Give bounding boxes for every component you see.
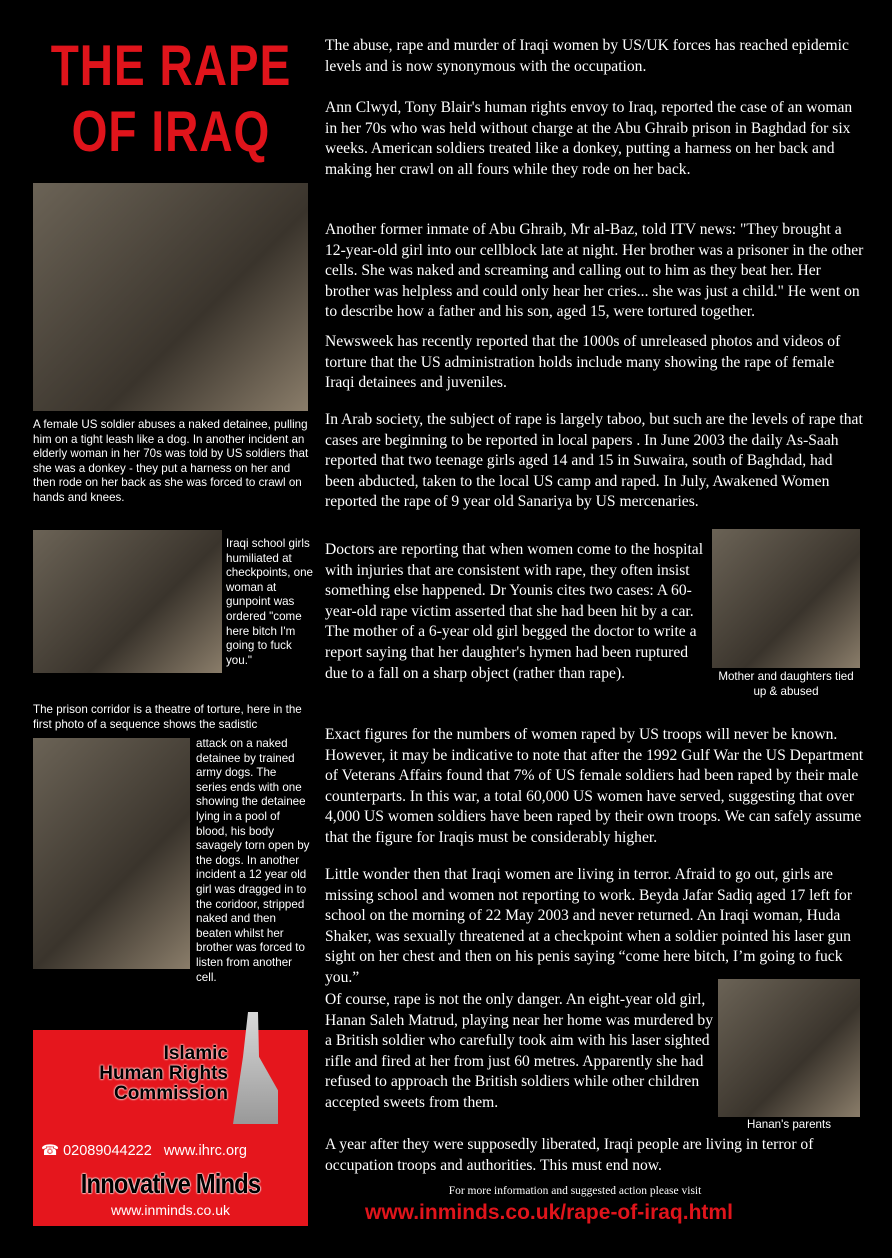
paragraph-8: Little wonder then that Iraqi women are living in terror. Afraid to go out, girls are missing school and women not reporting to work. Beyda Jafar Sadiq aged 17 left for school on the morning of 22 May 2003 and never returned. An Iraqi woman, Huda Shaker, was sexually threatened at a checkpoint when a soldier pointed his laser gun sight on her chest and then on his penis saying “come here bitch, I’m going to fuck you.” <box>325 866 853 986</box>
photo-mother-daughters <box>712 529 860 668</box>
paragraph-7: Exact figures for the numbers of women raped by US troops will never be known. However, it may be indicative to note that after the 1992 Gulf War the US Department of Veterans Affairs found that 7% of US female soldiers had been raped by their male counterparts. In this war, a total 60,000 US women have served, suggesting that over 4,000 US women soldiers have been raped by their own troops. We can safely assume that the figure for Iraqis must be considerably higher. <box>325 726 864 846</box>
title-line-1: THE RAPE <box>50 32 292 98</box>
photo-leash <box>33 183 308 411</box>
inminds-name: Innovative Minds <box>80 1168 261 1199</box>
paragraph-1: The abuse, rape and murder of Iraqi women by US/UK forces has reached epidemic levels and is now synonymous with the occupation. <box>325 37 849 75</box>
paragraph-9: Of course, rape is not the only danger. An eight-year old girl, Hanan Saleh Matrud, playing near her home was murdered by a British soldier who carefully took aim with his laser sighted rifle and fired at her from just 60 metres. Apparently she had refused to approach the British soldiers while other children accepted sweets from them. <box>325 991 713 1111</box>
photo-hanans-parents <box>718 979 860 1117</box>
phone-number: 02089044222 <box>63 1143 152 1159</box>
photo-dogs <box>33 738 190 969</box>
paragraph-2: Ann Clwyd, Tony Blair's human rights envoy to Iraq, reported the case of an woman in her 70s who was held without charge at the Abu Ghraib prison in Baghdad for six weeks. American soldiers treated like a donkey, putting a harness on her back and making her crawl on all fours while they rode on her back. <box>325 99 853 178</box>
paragraph-6: Doctors are reporting that when women come to the hospital with injuries that are consistent with rape, they often insist something else happened. Dr Younis cites two cases: A 60-year-old rape victim asserted that she had been hit by a car. The mother of a 6-year old girl begged the doctor to write a report saying that her daughter's hymen had been ruptured due to a fall on a sharp object (rather than rape). <box>325 541 704 682</box>
inminds-url[interactable]: www.inminds.co.uk <box>110 1202 231 1218</box>
caption-photo-dogs: attack on a naked detainee by trained army dogs. The series ends with one showing the detainee lying in a pool of blood, his body savagely torn open by the dogs. In another incident a 12 year old girl was dragged in to the coridoor, stripped naked and then beaten whilst her brother was forced to listen from another cell. <box>196 737 310 984</box>
ihrc-url[interactable]: www.ihrc.org <box>163 1143 247 1159</box>
ihrc-line-3: Commission <box>113 1083 228 1104</box>
paragraph-5: In Arab society, the subject of rape is largely taboo, but such are the levels of rape that cases are beginning to be reported in local papers . In June 2003 the daily As-Saah reported that two teenage girls aged 14 and 15 in Suwaira, south of Baghdad, had been abducted, taken to the local US camp and raped. In July, Awakened Women reported the rape of 9 year old Sanariya by US mercenaries. <box>325 411 863 511</box>
ihrc-line-1: Islamic <box>163 1043 228 1064</box>
caption-photo-hanans-parents: Hanan's parents <box>746 1118 832 1131</box>
ihrc-inminds-logo <box>33 1030 308 1226</box>
minaret-icon <box>228 1012 278 1124</box>
caption-photo-mother-daughters: Mother and daughters tied up & abused <box>718 670 854 698</box>
paragraph-4: Newsweek has recently reported that the 1000s of unreleased photos and videos of torture that the US administration holds include many showing the rape of female Iraqi detainees and juveniles. <box>325 333 841 392</box>
caption-photo-leash: A female US soldier abuses a naked detainee, pulling him on a tight leash like a dog. In another incident an elderly woman in her 70s was told by US soldiers that she was a donkey - they put a harness on her and then rode on her back as she was forced to crawl on hands and knees. <box>33 418 309 504</box>
title-line-2: OF IRAQ <box>71 98 271 164</box>
campaign-url-link[interactable]: www.inminds.co.uk/rape-of-iraq.html <box>365 1201 733 1224</box>
ihrc-line-2: Human Rights <box>99 1063 228 1084</box>
ihrc-name <box>99 1044 228 1104</box>
paragraph-3: Another former inmate of Abu Ghraib, Mr al-Baz, told ITV news: "They brought a 12-year-old girl into our cellblock late at night. Her brother was a prisoner in the other cells. She was naked and screaming and calling out to him as they beat her. Her brother was helpless and could only hear her cries... she was just a child." He went on to describe how a father and his son, aged 15, were tortured together. <box>325 221 864 321</box>
caption-photo-checkpoint: Iraqi school girls humiliated at checkpoints, one woman at gunpoint was ordered "come here bitch I'm going to fuck you." <box>226 537 314 667</box>
photo-checkpoint <box>33 530 222 673</box>
more-info-text: For more information and suggested action please visit <box>448 1185 702 1197</box>
paragraph-10: A year after they were supposedly liberated, Iraqi people are living in terror of occupation troops and authorities. This must end now. <box>325 1136 814 1174</box>
telephone-icon: ☎ <box>41 1143 60 1159</box>
contact-line <box>41 1143 247 1159</box>
caption-photo-dogs-intro: The prison corridor is a theatre of torture, here in the first photo of a sequence shows the sadistic <box>33 703 302 731</box>
